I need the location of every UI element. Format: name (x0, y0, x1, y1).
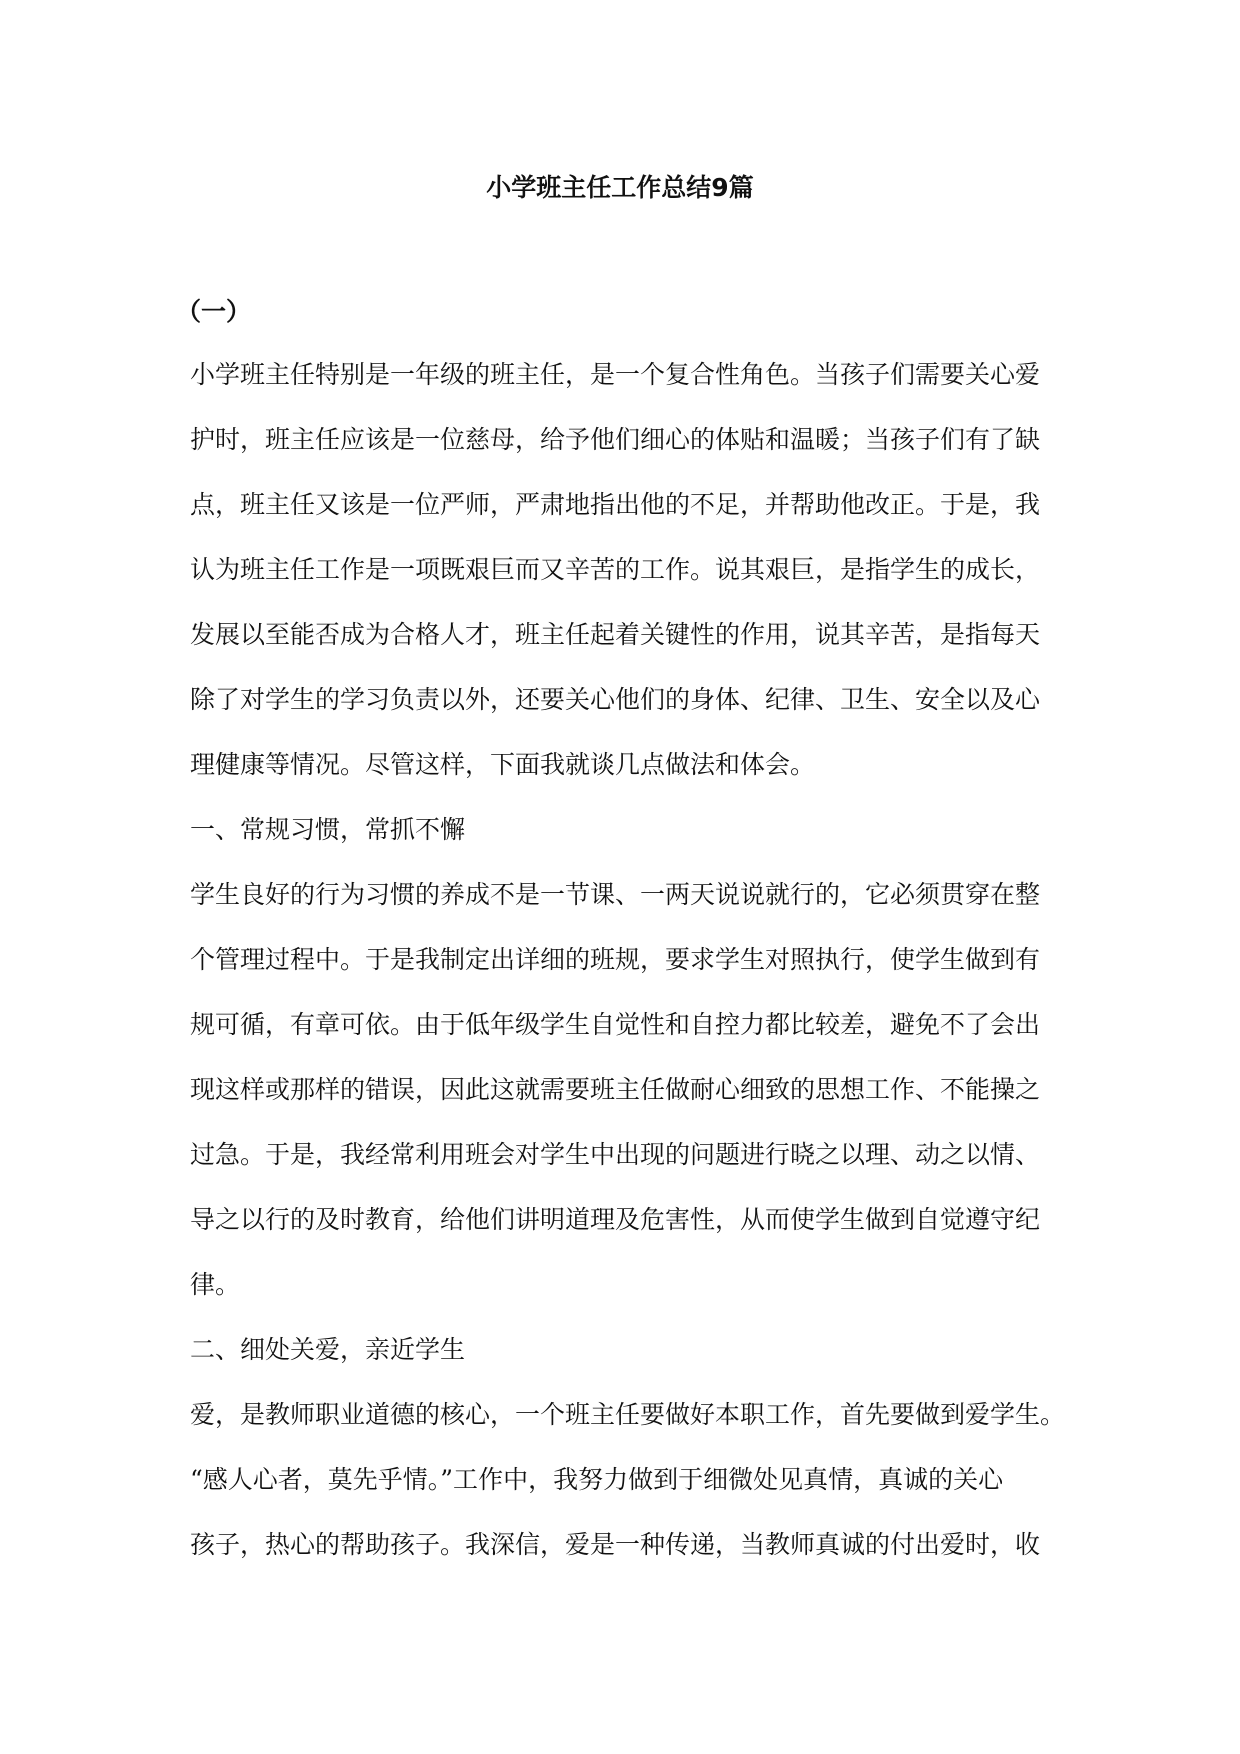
text-line: 律。 (190, 1270, 241, 1299)
text-line: 规可循，有章可依。由于低年级学生自觉性和自控力都比较差，避免不了会出 (190, 1010, 1041, 1039)
text-line: 导之以行的及时教育，给他们讲明道理及危害性，从而使学生做到自觉遵守纪 (190, 1205, 1041, 1234)
section-heading: 一、常规习惯，常抓不懈 (190, 815, 466, 844)
text-line: 过急。于是，我经常利用班会对学生中出现的问题进行晓之以理、动之以情、 (190, 1140, 1041, 1169)
text-line: 小学班主任特别是一年级的班主任，是一个复合性角色。当孩子们需要关心爱 (190, 360, 1041, 389)
text-line: 认为班主任工作是一项既艰巨而又辛苦的工作。说其艰巨，是指学生的成长， (190, 555, 1041, 584)
text-line: 现这样或那样的错误，因此这就需要班主任做耐心细致的思想工作、不能操之 (190, 1075, 1041, 1104)
text-line: 学生良好的行为习惯的养成不是一节课、一两天说说就行的，它必须贯穿在整 (190, 880, 1041, 909)
text-line: 护时，班主任应该是一位慈母，给予他们细心的体贴和温暖；当孩子们有了缺 (190, 425, 1041, 454)
text-line: 理健康等情况。尽管这样，下面我就谈几点做法和体会。 (190, 750, 816, 779)
text-line: 点，班主任又该是一位严师，严肃地指出他的不足，并帮助他改正。于是，我 (190, 490, 1041, 519)
text-line: 除了对学生的学习负责以外，还要关心他们的身体、纪律、卫生、安全以及心 (190, 685, 1041, 714)
document-body (190, 355, 1070, 1590)
section-label: （一） (176, 297, 252, 326)
text-line: 发展以至能否成为合格人才，班主任起着关键性的作用，说其辛苦，是指每天 (190, 620, 1041, 649)
text-line: 爱，是教师职业道德的核心，一个班主任要做好本职工作，首先要做到爱学生。 (190, 1400, 1066, 1429)
section-heading: 二、细处关爱，亲近学生 (190, 1335, 466, 1364)
text-line: 个管理过程中。于是我制定出详细的班规，要求学生对照执行，使学生做到有 (190, 945, 1041, 974)
document-title: 小学班主任工作总结9篇 (486, 173, 754, 202)
text-line: 孩子，热心的帮助孩子。我深信，爱是一种传递，当教师真诚的付出爱时，收 (190, 1530, 1041, 1559)
text-line: “感人心者，莫先乎情。”工作中，我努力做到于细微处见真情，真诚的关心 (190, 1465, 1004, 1494)
